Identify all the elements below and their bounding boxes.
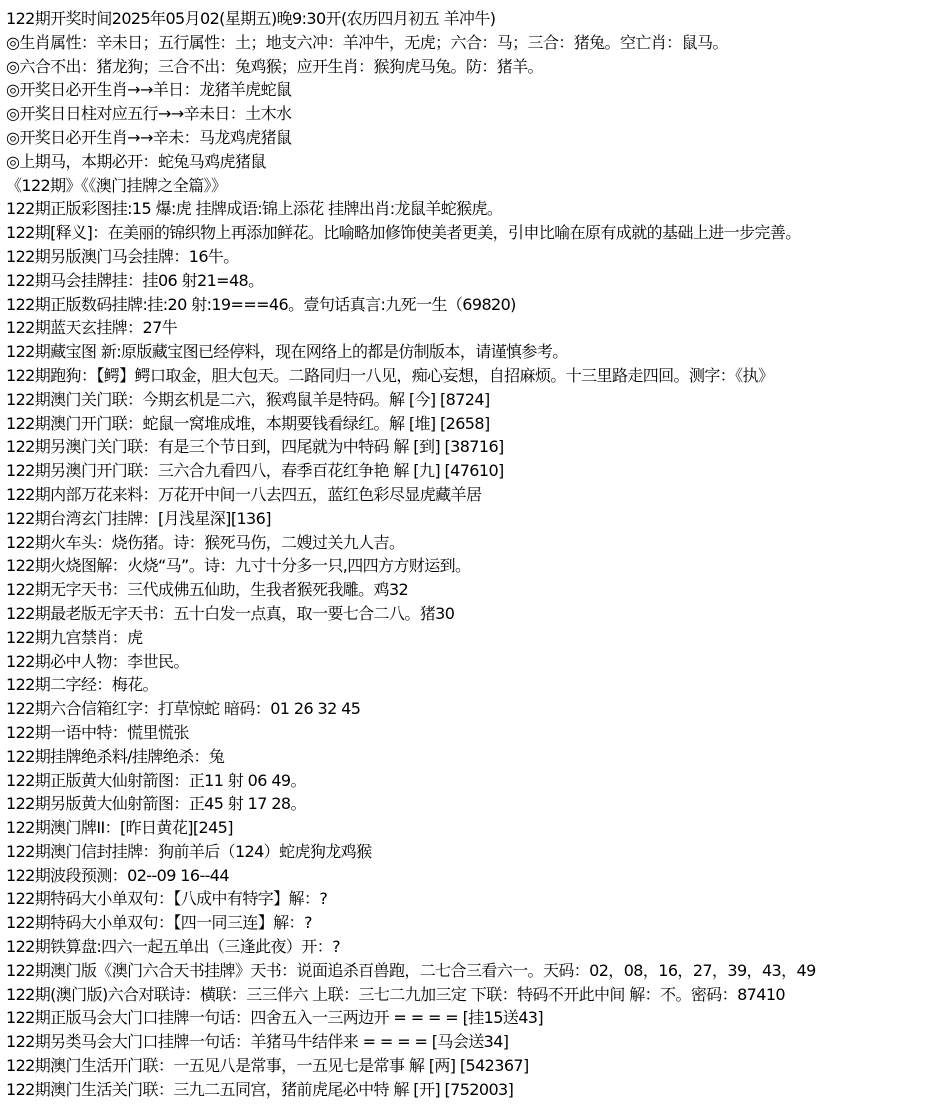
text-line: 122期跑狗：【鳄】鳄口取金，胆大包天。二路同归一八见，痴心妄想，自招麻烦。十三里路走四回。测字：《执》 (6, 365, 774, 385)
text-line: 122期澳门生活开门联：一五见八是常事，一五见七是常事 解 [两] [542367] (6, 1056, 529, 1076)
text-line: ◎生肖属性：辛未日；五行属性：土；地支六冲：羊冲牛，无虎；六合：马；三合：猪兔。空亡肖：鼠马。 (6, 32, 728, 52)
text-line: 122期另版黄大仙射箭图：正45 射 17 28。 (6, 794, 306, 814)
text-line: 122期蓝天玄挂牌：27牛 (6, 318, 178, 338)
text-line: ◎开奖日必开生肖→→辛未：马龙鸡虎猪鼠 (6, 127, 292, 147)
text-line: 122期铁算盘:四六一起五单出（三逢此夜）开：? (6, 937, 341, 957)
text-line: 122期挂牌绝杀料/挂牌绝杀：兔 (6, 746, 225, 766)
text-line: 122期(澳门版)六合对联诗：横联：三三伴六 上联：三七二九加三定 下联：特码不开此中间 解：不。密码：87410 (6, 984, 785, 1004)
text-line: 122期内部万花来料：万花开中间一八去四五，蓝红色彩尽显虎藏羊居 (6, 484, 482, 504)
text-line: 122期正版黄大仙射箭图：正11 射 06 49。 (6, 770, 306, 790)
text-line: 122期澳门关门联：今期玄机是二六，猴鸡鼠羊是特码。解 [今] [8724] (6, 389, 490, 409)
text-line: 122期必中人物：李世民。 (6, 651, 189, 671)
text-line: 122期藏宝图 新:原版藏宝图已经停料，现在网络上的都是仿制版本，请谨慎参考。 (6, 342, 568, 362)
text-line: 122期火烧图解：火烧“马”。诗：九寸十分多一只,四四方方财运到。 (6, 556, 471, 576)
text-line: 122期正版马会大门口挂牌一句话：四舍五入一三两边开 = = = = [挂15送43] (6, 1008, 543, 1028)
text-line: 122期六合信箱红字：打草惊蛇 暗码：01 26 32 45 (6, 699, 361, 719)
text-line: 122期澳门版《澳门六合天书挂牌》天书：说面追杀百兽跑，二七合三看六一。天码：02，08，16，27，39，43，49 (6, 960, 816, 980)
text-line: 122期正版彩图挂:15 爆:虎 挂牌成语:锦上添花 挂牌出肖:龙鼠羊蛇猴虎。 (6, 199, 503, 219)
text-line: 122期正版数码挂牌:挂:20 射:19===46。壹句话真言:九死一生（69820) (6, 294, 516, 314)
text-line: ◎开奖日必开生肖→→羊日：龙猪羊虎蛇鼠 (6, 80, 292, 100)
text-line: 122期最老版无字天书：五十白发一点真，取一要七合二八。猪30 (6, 603, 455, 623)
text-line: ◎开奖日日柱对应五行→→辛未日：土木水 (6, 104, 292, 124)
text-line: 122期台湾玄门挂牌：[月浅星深][136] (6, 508, 271, 528)
text-line: 122期无字天书：三代成佛五仙助，生我者猴死我雕。鸡32 (6, 580, 409, 600)
text-line: 122期另版澳门马会挂牌：16牛。 (6, 246, 239, 266)
text-line: 122期开奖时间2025年05月02(星期五)晚9:30开(农历四月初五 羊冲牛) (6, 9, 496, 28)
text-line: 122期另澳门开门联：三六合九看四八，春季百花红争艳 解 [九] [47610] (6, 461, 504, 481)
text-line: 122期一语中特：慌里慌张 (6, 722, 189, 742)
text-line: 122期马会挂牌挂：挂06 射21=48。 (6, 270, 264, 290)
text-line: 122期澳门生活关门联：三九二五同宫，猪前虎尾必中特 解 [开] [752003] (6, 1079, 514, 1099)
text-line: 122期特码大小单双句：【八成中有特字】解：? (6, 889, 328, 909)
text-line: 122期另澳门关门联：有是三个节日到，四尾就为中特码 解 [到] [38716] (6, 437, 504, 457)
text-line: 122期特码大小单双句：【四一同三连】解：? (6, 913, 312, 933)
text-line: 122期波段预测：02--09 16--44 (6, 865, 229, 885)
text-line: 122期[释义]：在美丽的锦织物上再添加鲜花。比喻略加修饰使美者更美，引申比喻在原有成就的基础上进一步完善。 (6, 223, 801, 243)
text-line: 122期九宫禁肖：虎 (6, 627, 143, 647)
text-line: 122期另类马会大门口挂牌一句话：羊猪马牛结伴来 = = = = [马会送34] (6, 1032, 509, 1052)
text-line: 122期火车头：烧伤猪。诗：猴死马伤，二嫂过关九人吉。 (6, 532, 405, 552)
text-line: 《122期》《《澳门挂牌之全篇》》 (6, 175, 227, 195)
text-line: 122期澳门牌II：[昨日黄花][245] (6, 818, 233, 838)
text-line: 122期澳门开门联：蛇鼠一窝堆成堆，本期要钱看绿红。解 [堆] [2658] (6, 413, 490, 433)
text-line: 122期澳门信封挂牌：狗前羊后（124）蛇虎狗龙鸡猴 (6, 841, 372, 861)
text-line: ◎上期马，本期必开：蛇兔马鸡虎猪鼠 (6, 151, 266, 171)
text-line: 122期二字经：梅花。 (6, 675, 158, 695)
text-line: ◎六合不出：猪龙狗；三合不出：兔鸡猴；应开生肖：猴狗虎马兔。防：猪羊。 (6, 56, 543, 76)
